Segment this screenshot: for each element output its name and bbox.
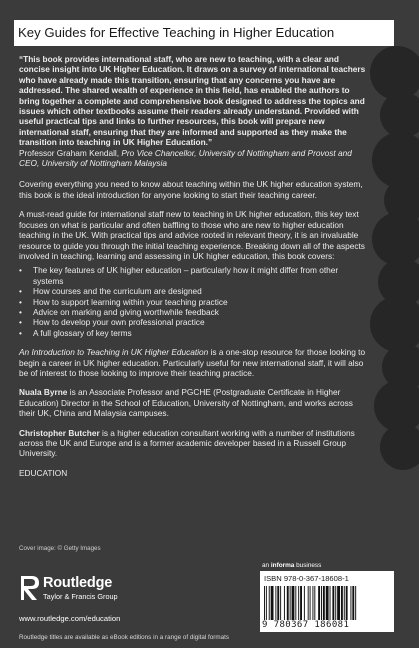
informa-suffix: business — [294, 562, 322, 569]
informa-brand: informa — [270, 562, 295, 569]
book-summary-text: is a one-stop resource for those looking to begin a career in UK higher education. Particularly useful for new international staff, it will also be of interest to those looking to improve their teaching practice. — [19, 347, 366, 378]
barcode-bar — [275, 586, 276, 620]
barcode-bar — [269, 586, 270, 620]
publisher-name: Routledge — [43, 575, 113, 591]
blurb — [19, 54, 369, 487]
isbn-label: ISBN 978-0-367-18608-1 — [264, 574, 349, 583]
author-bio-text: is an Associate Professor and PGCHE (Postgraduate Certificate in Higher Education) Director in the School of Education, University of Nottingham, and works across their UK, China and Malaysia campuses. — [19, 387, 353, 419]
barcode-bar — [298, 586, 299, 620]
barcode-bar — [277, 586, 279, 620]
barcode-bar — [323, 586, 325, 620]
barcode-digits: 9 780367 186081 — [262, 620, 350, 630]
barcode-bar — [300, 586, 302, 620]
barcode-panel — [260, 571, 394, 632]
list-item: • Advice on marking and giving worthwhile feedback — [19, 307, 369, 317]
list-item: • How to support learning within your teaching practice — [19, 297, 369, 307]
barcode-bar — [341, 586, 343, 620]
author-bio-1 — [19, 387, 369, 418]
barcode-bar — [271, 586, 274, 620]
barcode-bar — [330, 586, 331, 620]
barcode-bar — [295, 586, 296, 620]
barcode-bar — [280, 586, 281, 620]
decorative-circle — [370, 46, 419, 100]
series-banner: Key Guides for Effective Teaching in Higher Education — [14, 20, 394, 46]
publisher-website-link[interactable]: www.routledge.com/education — [19, 614, 121, 623]
author-bio-text: is a higher education consultant working with a number of institutions across the UK and Europe and is a former academic developer based in a Russell Group University. — [19, 427, 355, 459]
barcode-bar — [337, 586, 340, 620]
barcode-icon — [264, 586, 390, 620]
author-name: Christopher Butcher — [19, 427, 100, 438]
barcode-bar — [321, 586, 322, 620]
routledge-r-icon — [19, 574, 41, 602]
barcode-bar — [287, 586, 289, 620]
author-bio-2 — [19, 428, 369, 459]
description-paragraph: A must-read guide for international staff new to teaching in UK higher education, this key text focuses on what is particular and often baffling to those who are new to higher education teaching in the UK. With practical tips and advice rooted in relevant theory, it is an invaluable resource to guide you through the initial teaching experience. Breaking down all of the aspects involved in teaching, learning and assessing in UK higher education, this book covers: — [19, 209, 365, 261]
informa-business-tag — [262, 562, 321, 569]
topics-list — [19, 265, 369, 338]
barcode-bar — [264, 586, 265, 620]
ebook-note: Routledge titles are available as eBook editions in a range of digital formats — [19, 634, 230, 641]
barcode-bar — [326, 586, 329, 620]
barcode-bar — [266, 586, 267, 620]
barcode-bar — [350, 586, 351, 620]
list-item: • The key features of UK higher education – particularly how it might differ from other systems — [19, 265, 369, 286]
decorative-circle — [380, 424, 419, 470]
publisher-logo — [19, 574, 169, 604]
barcode-bar — [308, 586, 309, 620]
book-title: An Introduction to Teaching in UK Higher Education — [19, 347, 209, 358]
book-summary — [19, 347, 369, 378]
informa-prefix: an — [262, 562, 271, 569]
attribution-role: Pro Vice Chancellor, University of Nottingham and Provost and CEO, University of Nottingham Malaysia — [19, 147, 352, 169]
barcode-bar — [290, 586, 291, 620]
intro-paragraph: Covering everything you need to know about teaching within the UK higher education system, this book is the ideal introduction for anyone looking to start their teaching career. — [19, 179, 363, 200]
barcode-bar — [318, 586, 320, 620]
endorsement-attribution — [19, 148, 369, 169]
list-item: • How courses and the curriculum are designed — [19, 286, 369, 296]
barcode-bar — [310, 586, 311, 620]
barcode-bar — [355, 586, 356, 620]
decorative-circle — [370, 296, 419, 352]
endorsement-quote: “This book provides international staff, who are new to teaching, with a clear and concise insight into UK Higher Education. It draws on a survey of international teachers who have already made this transition, ensuring that any concerns you have are addressed. The shared wealth of experience in this field, has enabled the authors to bring together a complete and comprehensive book designed to address the topics and issues which other textbooks assume their readers already understand. Provided with useful practical tips and links to further resources, this book will prepare new international staff, ensuring that they are informed and supported as they make the transition into teaching in UK Higher Education.” — [19, 54, 366, 148]
cover-image-credit: Cover image: © Getty Images — [19, 545, 101, 552]
barcode-bar — [332, 586, 334, 620]
barcode-bar — [284, 586, 285, 620]
list-item: • A full glossary of key terms — [19, 328, 369, 338]
attribution-name: Professor Graham Kendall, — [19, 147, 122, 158]
barcode-bar — [314, 586, 315, 620]
barcode-bar — [312, 586, 313, 620]
author-name: Nuala Byrne — [19, 387, 68, 398]
barcode-bar — [335, 586, 336, 620]
barcode-bar — [344, 586, 345, 620]
barcode-bar — [352, 586, 354, 620]
barcode-bar — [304, 586, 305, 620]
publisher-group: Taylor & Francis Group — [43, 592, 118, 601]
list-item: • How to develop your own professional practice — [19, 317, 369, 327]
subject-category: EDUCATION — [19, 467, 68, 478]
barcode-bar — [346, 586, 348, 620]
barcode-bar — [292, 586, 295, 620]
